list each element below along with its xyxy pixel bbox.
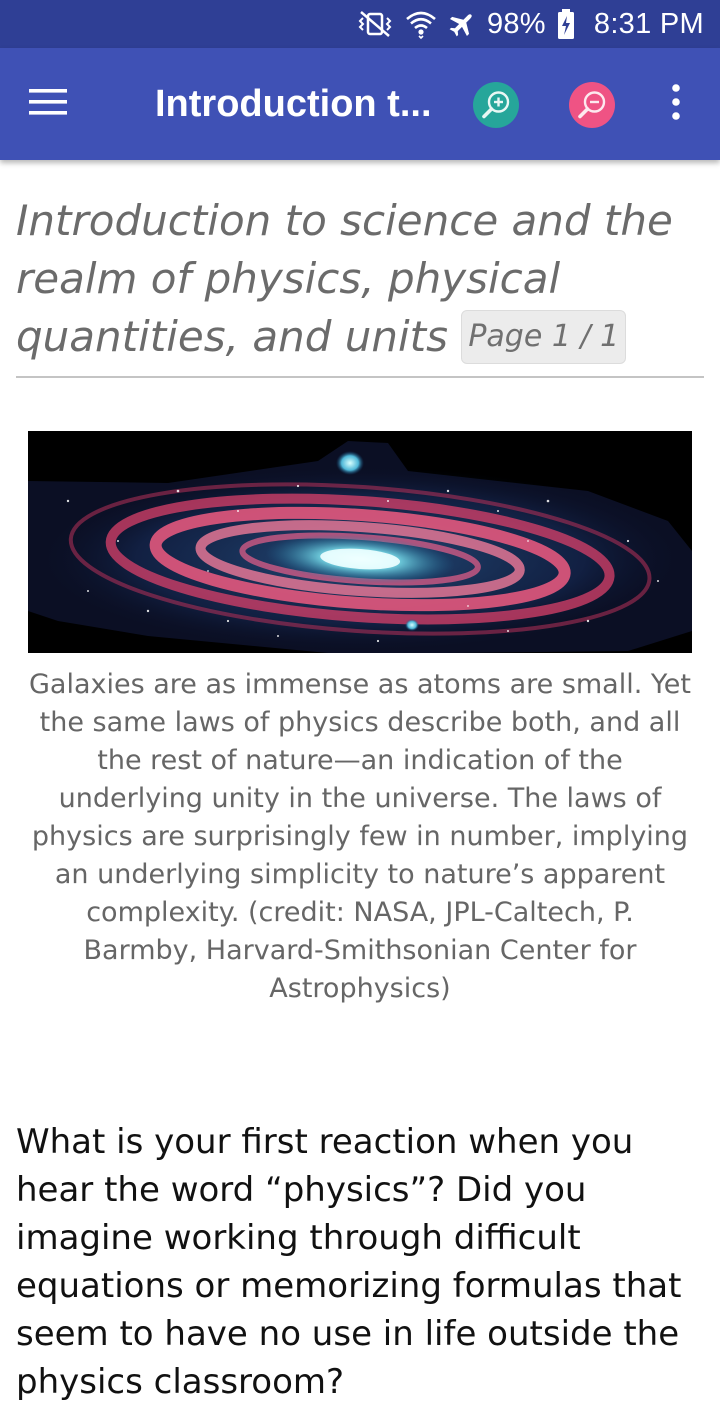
status-icons [355,0,704,48]
more-options-button[interactable] [652,70,700,138]
battery-charging-icon [556,8,576,40]
more-vertical-icon [670,84,682,124]
galaxy-image [28,431,692,653]
page-heading [16,192,704,367]
menu-button[interactable] [14,70,82,138]
zoom-in-button[interactable] [472,81,520,129]
body-paragraph: What is your first reaction when you hear the word “physics”? Did you imagine working through difficult equations or memorizing formulas that seem to have no use in life outside the physics classroom? [16,1122,682,1402]
app-title: Introduction t... [155,83,432,125]
zoom-out-icon [568,114,616,133]
airplane-mode-icon [447,9,477,39]
image-caption: Galaxies are as immense as atoms are small. Yet the same laws of physics describe both, and all the rest of nature—an indication of the underlying unity in the universe. The laws of physics are surprisingly few in number, implying an underlying simplicity to nature’s apparent complexity. (credit: NASA, JPL-Caltech, P. Barmby, Harvard-Smithsonian Center for Astrophysics) [28,669,691,1004]
wifi-icon [405,9,437,39]
app-bar [0,48,720,160]
hamburger-menu-icon [28,87,68,121]
status-bar [0,0,720,48]
heading-divider [16,376,704,378]
page-indicator-badge: Page 1 / 1 [461,310,626,364]
battery-percent: 98% [486,7,546,40]
article-content[interactable] [0,160,720,1402]
zoom-in-icon [472,114,520,133]
zoom-out-button[interactable] [568,81,616,129]
page-heading-text: Introduction to science and the realm of physics, physical quantities, and units [16,196,673,361]
vibrate-icon [355,9,395,39]
clock: 8:31 PM [593,7,704,40]
